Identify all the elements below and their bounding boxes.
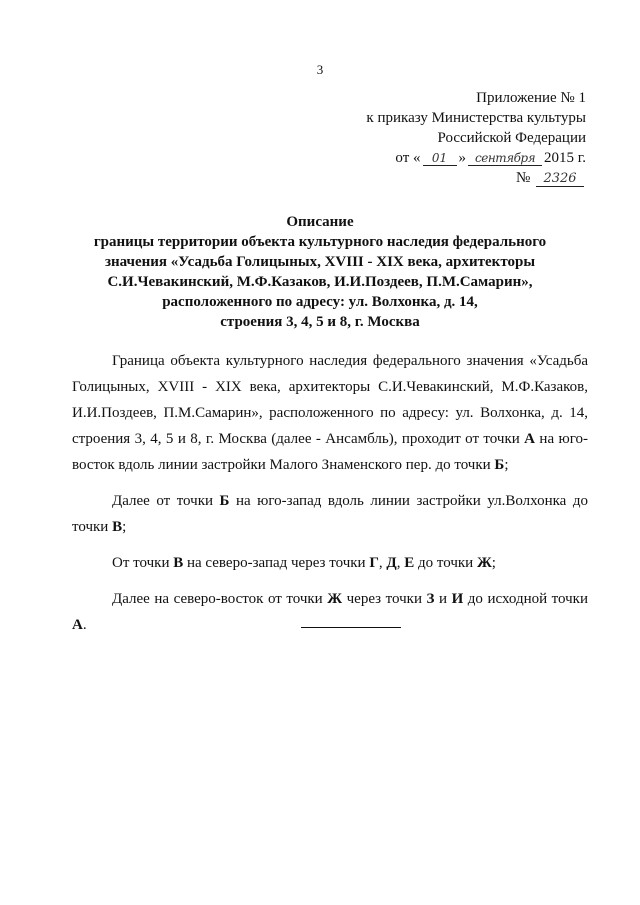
paragraph-3 — [72, 550, 588, 576]
point-b: Б — [219, 493, 230, 509]
p1-end: ; — [504, 457, 509, 473]
handwritten-number: 2326 — [536, 172, 584, 187]
p4-text: Далее на северо-восток от точки — [112, 591, 328, 607]
p3-end: ; — [491, 555, 496, 571]
title-line-4: С.И.Чевакинский, М.Ф.Казаков, И.И.Поздеев, П.М.Самарин», — [107, 274, 533, 290]
number-prefix: № — [515, 170, 531, 186]
p2-mid: на юго-запад вдоль линии застройки ул.Волхонка до точки — [72, 493, 588, 535]
point-a: А — [524, 431, 536, 447]
point-g: Г — [369, 555, 379, 571]
point-a: А — [72, 617, 83, 633]
title-line-3: значения «Усадьба Голицыных, XVIII - XIX века, архитекторы — [104, 254, 536, 270]
point-v: В — [112, 519, 123, 535]
point-zh: Ж — [476, 555, 492, 571]
point-d: Д — [386, 555, 397, 571]
title-line-6: строения 3, 4, 5 и 8, г. Москва — [220, 314, 420, 330]
end-divider — [301, 627, 401, 628]
paragraph-4 — [72, 586, 588, 638]
paragraph-1 — [72, 348, 588, 478]
date-prefix: от « — [395, 150, 421, 166]
point-e: Е — [404, 555, 415, 571]
appendix-header — [366, 88, 586, 188]
appendix-number-line — [366, 168, 586, 188]
title-line-1: Описание — [286, 214, 354, 230]
p1-text: Граница объекта культурного наследия федерального значения «Усадьба Голицыных, XVIII - XIX века, архитекторы С.И.Чевакинский, М.Ф.Казаков, И.И.Поздеев, П.М.Самарин», расположенного по адресу: ул. Волхонка, д. 14, строения 3, 4, 5 и 8, г. Москва (далее - Ансамбль), проходит от точки — [72, 353, 588, 447]
document-title — [72, 212, 568, 332]
p3-text: От точки — [112, 555, 174, 571]
point-z: З — [426, 591, 435, 607]
p4-and: и — [434, 591, 452, 607]
point-b: Б — [494, 457, 505, 473]
point-zh: Ж — [327, 591, 343, 607]
p2-text: Далее от точки — [112, 493, 220, 509]
p3-sep: , — [378, 555, 387, 571]
appendix-order-ref: к приказу Министерства культуры — [366, 110, 586, 126]
title-line-5: расположенного по адресу: ул. Волхонка, д. 14, — [162, 294, 478, 310]
p4-end: . — [82, 617, 87, 633]
appendix-ministry: Российской Федерации — [437, 130, 586, 146]
document-body — [72, 348, 588, 648]
paragraph-2 — [72, 488, 588, 540]
p2-end: ; — [122, 519, 127, 535]
page-number: 3 — [316, 62, 324, 77]
p3-sep: , — [396, 555, 405, 571]
point-i: И — [451, 591, 464, 607]
handwritten-month: сентября — [468, 151, 542, 166]
appendix-title: Приложение № 1 — [476, 90, 586, 106]
handwritten-day: 01 — [423, 151, 457, 166]
title-line-2: границы территории объекта культурного наследия федерального — [93, 234, 547, 250]
date-year: 2015 г. — [544, 150, 586, 166]
p3-mid: на северо-запад через точки — [183, 555, 370, 571]
date-mid: » — [458, 150, 467, 166]
appendix-date-line — [366, 148, 586, 168]
p1-mid: на юго-восток вдоль линии застройки Малого Знаменского пер. до точки — [72, 431, 588, 473]
p4-mid2: до исходной точки — [463, 591, 589, 607]
p4-mid: через точки — [342, 591, 427, 607]
point-v: В — [173, 555, 184, 571]
p3-mid2: до точки — [414, 555, 477, 571]
